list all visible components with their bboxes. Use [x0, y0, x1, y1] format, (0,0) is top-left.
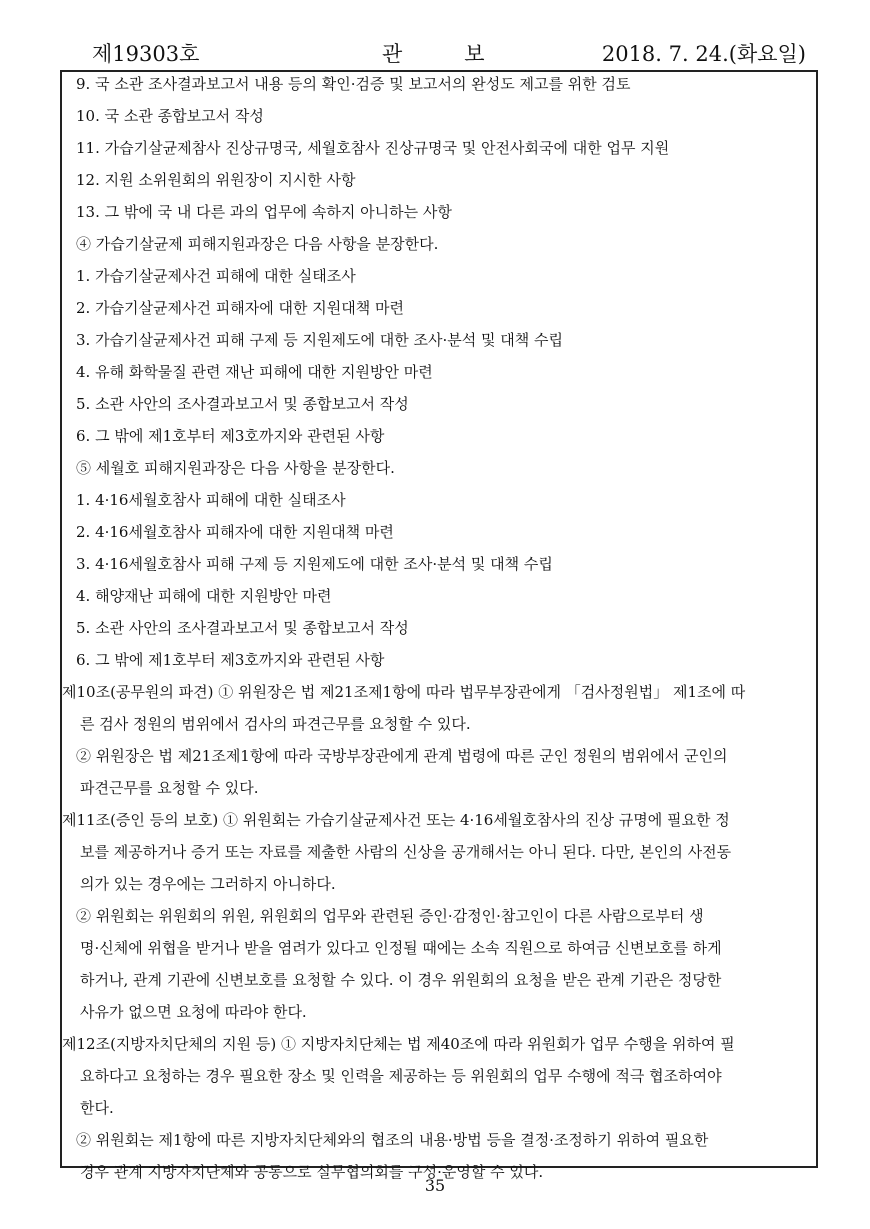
article-line: 른 검사 정원의 범위에서 검사의 파견근무를 요청할 수 있다. [80, 715, 471, 733]
list-item: 13. 그 밖에 국 내 다른 과의 업무에 속하지 아니하는 사항 [76, 203, 452, 221]
article-line: 사유가 없으면 요청에 따라야 한다. [80, 1003, 307, 1021]
article-line: 파견근무를 요청할 수 있다. [80, 779, 259, 797]
list-item: 12. 지원 소위원회의 위원장이 지시한 사항 [76, 171, 356, 189]
article-line: 한다. [80, 1099, 114, 1117]
list-item: 2. 가습기살균제사건 피해자에 대한 지원대책 마련 [76, 299, 404, 317]
gazette-header [60, 38, 820, 70]
list-item: 9. 국 소관 조사결과보고서 내용 등의 확인·검증 및 보고서의 완성도 제고를 위한 검토 [76, 75, 631, 93]
article-line: 제10조(공무원의 파견) ① 위원장은 법 제21조제1항에 따라 법무부장관에게 「검사정원법」 제1조에 따 [62, 683, 746, 701]
list-item: 11. 가습기살균제참사 진상규명국, 세월호참사 진상규명국 및 안전사회국에 대한 업무 지원 [76, 139, 670, 157]
list-item: 2. 4·16세월호참사 피해자에 대한 지원대책 마련 [76, 523, 394, 541]
article-line: 경우 관계 지방자치단체와 공동으로 실무협의회를 구성·운영할 수 있다. [80, 1163, 544, 1181]
paragraph: ⑤ 세월호 피해지원과장은 다음 사항을 분장한다. [76, 459, 395, 477]
list-item: 1. 4·16세월호참사 피해에 대한 실태조사 [76, 491, 346, 509]
article-line: ② 위원장은 법 제21조제1항에 따라 국방부장관에게 관계 법령에 따른 군인 정원의 범위에서 군인의 [76, 747, 728, 765]
list-item: 6. 그 밖에 제1호부터 제3호까지와 관련된 사항 [76, 651, 385, 669]
list-item: 3. 4·16세월호참사 피해 구제 등 지원제도에 대한 조사·분석 및 대책 수립 [76, 555, 553, 573]
article-line: 요하다고 요청하는 경우 필요한 장소 및 인력을 제공하는 등 위원회의 업무 수행에 적극 협조하여야 [80, 1067, 722, 1085]
gazette-title: 관보 [382, 42, 547, 66]
list-item: 5. 소관 사안의 조사결과보고서 및 종합보고서 작성 [76, 619, 409, 637]
page-number: 35 [424, 1176, 446, 1195]
list-item: 10. 국 소관 종합보고서 작성 [76, 107, 264, 125]
article-line: 명·신체에 위협을 받거나 받을 염려가 있다고 인정될 때에는 소속 직원으로 하여금 신변보호를 하게 [80, 939, 722, 957]
issue-number: 제19303호 [92, 42, 200, 66]
article-line: 보를 제공하거나 증거 또는 자료를 제출한 사람의 신상을 공개해서는 아니 된다. 다만, 본인의 사전동 [80, 843, 732, 861]
issue-date: 2018. 7. 24.(화요일) [601, 42, 806, 66]
article-line: ② 위원회는 위원회의 위원, 위원회의 업무와 관련된 증인·감정인·참고인이 다른 사람으로부터 생 [76, 907, 704, 925]
article-line: 제11조(증인 등의 보호) ① 위원회는 가습기살균제사건 또는 4·16세월호참사의 진상 규명에 필요한 정 [62, 811, 730, 829]
list-item: 4. 유해 화학물질 관련 재난 피해에 대한 지원방안 마련 [76, 363, 433, 381]
article-line: 제12조(지방자치단체의 지원 등) ① 지방자치단체는 법 제40조에 따라 위원회가 업무 수행을 위하여 필 [62, 1035, 735, 1053]
list-item: 5. 소관 사안의 조사결과보고서 및 종합보고서 작성 [76, 395, 409, 413]
paragraph: ④ 가습기살균제 피해지원과장은 다음 사항을 분장한다. [76, 235, 439, 253]
list-item: 1. 가습기살균제사건 피해에 대한 실태조사 [76, 267, 356, 285]
list-item: 6. 그 밖에 제1호부터 제3호까지와 관련된 사항 [76, 427, 385, 445]
article-line: 의가 있는 경우에는 그러하지 아니하다. [80, 875, 336, 893]
list-item: 3. 가습기살균제사건 피해 구제 등 지원제도에 대한 조사·분석 및 대책 수립 [76, 331, 563, 349]
article-line: 하거나, 관계 기관에 신변보호를 요청할 수 있다. 이 경우 위원회의 요청을 받은 관계 기관은 정당한 [80, 971, 722, 989]
article-line: ② 위원회는 제1항에 따른 지방자치단체와의 협조의 내용·방법 등을 결정·조정하기 위하여 필요한 [76, 1131, 709, 1149]
list-item: 4. 해양재난 피해에 대한 지원방안 마련 [76, 587, 332, 605]
